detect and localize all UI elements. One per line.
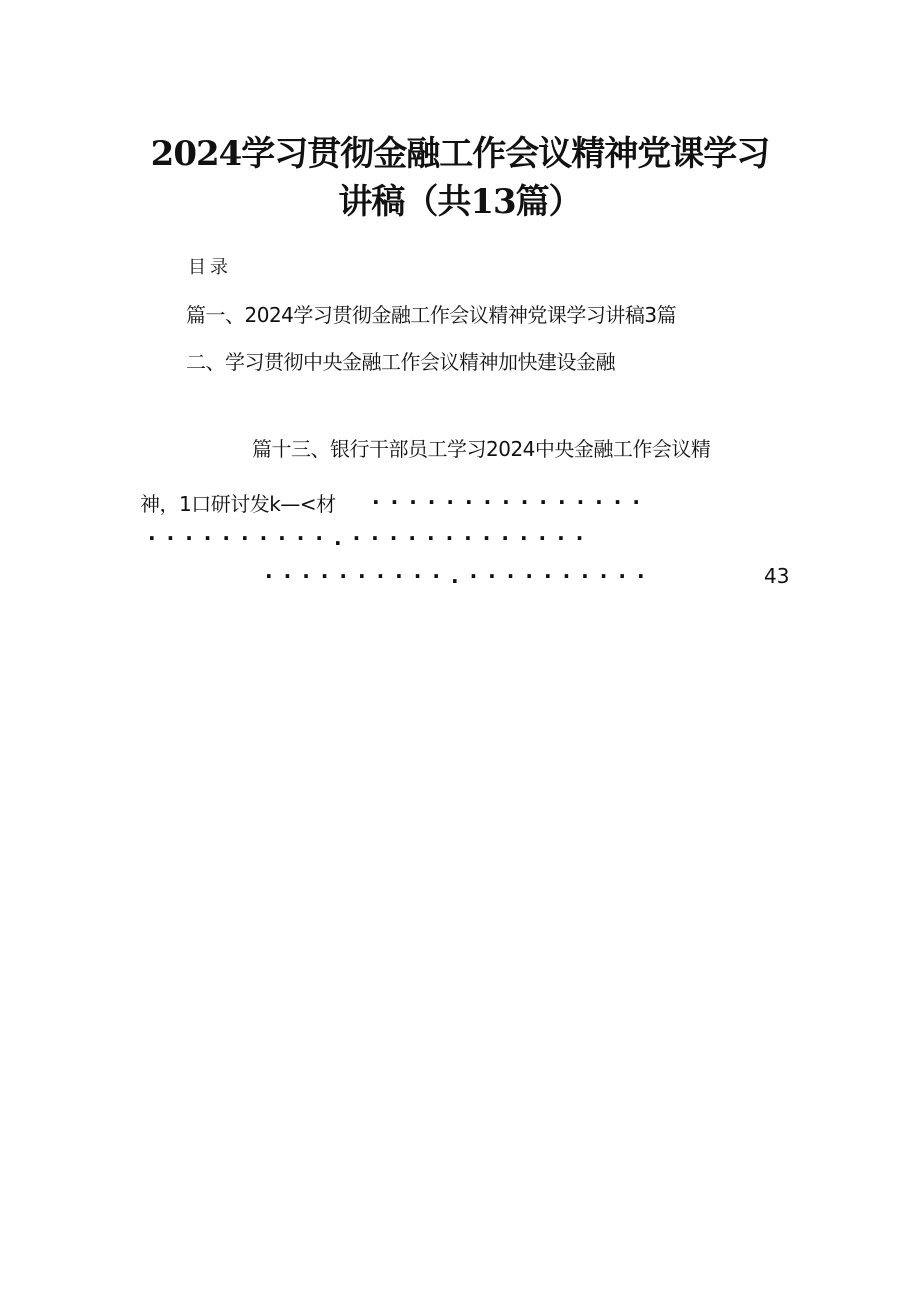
toc-entry-13-line-1[interactable]: 篇十三、银行干部员工学习2024中央金融工作会议精	[252, 437, 711, 461]
document-title-line-2: 讲稿（共13篇）	[338, 182, 582, 222]
toc-heading: 目录	[188, 257, 232, 278]
toc-entry-2[interactable]: 二、学习贯彻中央金融工作会议精神加快建设金融	[186, 350, 615, 374]
toc-entry-13-line-2[interactable]: 神，1口研讨发k—<材	[140, 492, 336, 516]
toc-leader-dots: ··········.··········	[265, 564, 656, 588]
toc-page-number: 43	[764, 564, 790, 588]
toc-leader-dots: ···············	[372, 490, 651, 514]
document-title-line-1: 2024学习贯彻金融工作会议精神党课学习	[150, 134, 770, 174]
toc-entry-1[interactable]: 篇一、2024学习贯彻金融工作会议精神党课学习讲稿3篇	[186, 303, 677, 327]
toc-leader-dots: ··········.·············	[148, 526, 595, 550]
